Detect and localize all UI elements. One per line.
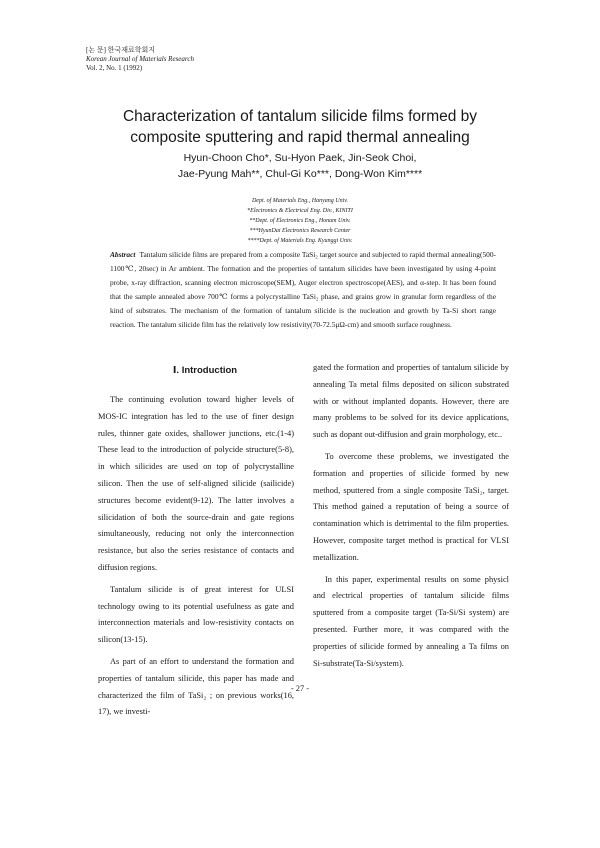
abstract-label: Abstract: [110, 250, 136, 259]
journal-english-name: Korean Journal of Materials Research: [86, 55, 194, 63]
paper-title: [60, 106, 540, 148]
author-list: [60, 150, 540, 182]
section-heading-introduction: Ⅰ. Introduction: [172, 365, 238, 376]
abstract-text: Tantalum silicide films are prepared from a composite TaSi₂ target source and subjected to rapid thermal annealing(500-1100℃, 20sec) in Ar ambient. The formation and the properties of tantalum silicides have been investigated by using 4-point probe, x-ray diffraction, scanning electron microscope(SEM), Auger electron spectroscope(AES), and α-step. It has been found that the sample annealed above 700℃ forms a polycrystalline TaSi₂ phase, and grains grow in granular form regardless of the kind of substrates. The mechanism of the formation of tantalum silicide is the nucleation and growth by Ta-Si short range reaction. The tantalum silicide film has the relatively low resistivity(70-72.5μΩ-cm) and smooth surface roughness.: [110, 250, 496, 329]
affiliation-line: **Dept. of Electronics Eng., Honam Univ.: [249, 218, 351, 224]
body-paragraph: gated the formation and properties of tantalum silicide by annealing Ta metal films deposited on silicon substrated with or without implanted dopants. However, there are many problems to be solved for its device applications, such as dopant out-diffusion and grain morphology, etc..: [313, 363, 509, 440]
abstract: [110, 248, 496, 332]
body-paragraph: To overcome these problems, we investigated the formation and properties of silicide formed by new method, sputtered from a single composite TaSi₂, target. This method gained a reputation of being a source of contamination which is detrimental to the film properties. However, composite target method is practical for VLSI metallization.: [313, 451, 509, 562]
body-paragraph: The continuing evolution toward higher levels of MOS-IC integration has led to the use of finer design rules, thinner gate oxides, shallower junctions, etc.(1-4) These lead to the introduction of polycide structure(5-8), in which silicides are used on top of polycrystalline silicon. Then the use of self-aligned silicide (sailicide) structures become evident(9-12). The latter involves a silicidation of both the source-drain and gate regions simultaneously, reducing not only the interconnection resistance, but also the series resistance of contacts and diffusion regions.: [98, 395, 294, 572]
affiliation-line: *Electronics & Electrical Eng. Div., KINITI: [247, 208, 353, 214]
journal-volume: Vol. 2, No. 1 (1992): [86, 64, 143, 72]
title-line: composite sputtering and rapid thermal annealing: [130, 129, 470, 146]
authors-line: Jae-Pyung Mah**, Chul-Gi Ko***, Dong-Won Kim****: [177, 168, 423, 180]
title-line: Characterization of tantalum silicide films formed by: [122, 108, 478, 125]
body-paragraph: In this paper, experimental results on some physicl and electrical properties of tantalum silicide films sputtered from a composite target (Ta-Si/Si system) are presented. Further more, it was compared with the properties of silicide formed by annealing a Ta films on Si-substrate(Ta-Si/system).: [313, 574, 509, 668]
body-paragraph: As part of an effort to understand the formation and properties of tantalum silicide, this paper has made and characterized the film of TaSi₂ ; on previous works(16, 17), we investi-: [98, 656, 294, 717]
affiliation-line: ****Dept. of Materials Eng. Kyunggi Univ.: [247, 238, 353, 244]
journal-header: [86, 46, 194, 73]
affiliation-line: Dept. of Materials Eng., Hanyang Univ.: [251, 198, 349, 204]
affiliations: [60, 196, 540, 246]
left-column: [98, 392, 294, 726]
journal-korean-name: [논 문] 한국재료학회지: [86, 46, 156, 54]
authors-line: Hyun-Choon Cho*, Su-Hyon Paek, Jin-Seok Choi,: [183, 152, 417, 164]
right-column: [313, 360, 509, 677]
body-paragraph: Tantalum silicide is of great interest for ULSI technology owing to its potential usefulness as gate and interconnection materials and low-resistivity contacts on silicon(13-15).: [98, 584, 294, 645]
affiliation-line: ***HyunDai Electronics Research Center: [249, 228, 351, 234]
page-number: - 27 -: [290, 684, 310, 693]
